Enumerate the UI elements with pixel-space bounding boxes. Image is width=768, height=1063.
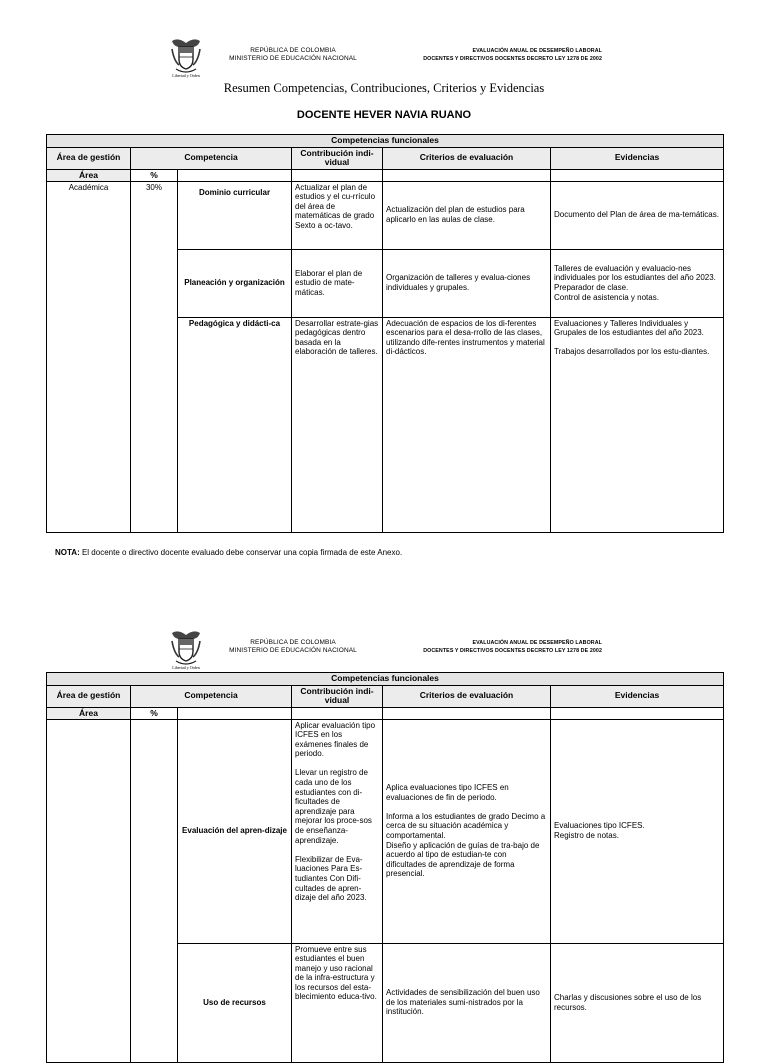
contribucion-cell — [292, 719, 383, 943]
docente-name: DOCENTE HEVER NAVIA RUANO — [296, 109, 472, 121]
subhead-area: Área — [47, 169, 131, 181]
page1-header — [0, 35, 768, 85]
subhead-pct: % — [131, 169, 178, 181]
evidencias-cell — [551, 317, 724, 532]
area-value: Académica — [47, 181, 131, 532]
criterios-cell — [383, 719, 551, 943]
evaluation-line-2: DOCENTES Y DIRECTIVOS DOCENTES DECRETO LEY 1278 DE 2002 — [423, 56, 602, 62]
note-text: El docente o directivo docente evaluado debe conservar una copia firmada de este Anexo. — [79, 548, 403, 557]
contribucion-line: Llevar un registro de cada uno de los estudiantes con di-ficultades de aprendizaje para mejorar los proce-sos de enseñanza-aprendizaje. — [295, 768, 372, 845]
republic-name: REPÚBLICA DE COLOMBIA — [250, 47, 336, 54]
seal-caption: Libertad y Orden — [172, 665, 200, 670]
evidencia-line: Talleres de evaluación y evaluacio-nes individuales por los estudiantes del año 2023. — [554, 263, 716, 283]
page2-header — [0, 627, 768, 677]
col-area-de-gestion: Área de gestión — [47, 147, 131, 169]
evidencias-cell — [551, 719, 724, 943]
competencias-table-page1 — [46, 134, 724, 533]
competencia-cell: Evaluación del apren-dizaje — [178, 719, 292, 943]
col-competencia: Competencia — [131, 685, 292, 707]
section-title: Competencias funcionales — [47, 135, 724, 148]
competencia-cell: Dominio curricular — [178, 181, 292, 249]
contribucion-cell: Desarrollar estrate-gias pedagógicas dentro basada en la elaboración de talleres. — [292, 317, 383, 532]
evaluation-heading — [380, 47, 602, 63]
contribucion-line: Flexibilizar de Eva-luaciones Para Es-tudiantes Con Difi-cultades de apren-dizaje del año 2023. — [295, 854, 367, 903]
evaluation-line-2: DOCENTES Y DIRECTIVOS DOCENTES DECRETO LEY 1278 DE 2002 — [423, 648, 602, 654]
contribucion-cell: Promueve entre sus estudiantes el buen manejo y uso racional de la infra-estructura y los recursos del esta-blecimiento educa-tivo. — [292, 943, 383, 1062]
republic-heading — [216, 47, 370, 63]
criterios-cell: Actualización del plan de estudios para aplicarlo en las aulas de clase. — [383, 181, 551, 249]
contribucion-cell: Actualizar el plan de estudios y el cu-rrículo del área de matemáticas de grado Sexto a oc-tavo. — [292, 181, 383, 249]
table-row — [47, 719, 724, 943]
pct-value: 30% — [131, 181, 178, 532]
table-row — [47, 181, 724, 249]
seal-caption: Libertad y Orden — [172, 73, 200, 78]
criterio-line: Aplica evaluaciones tipo ICFES en evaluaciones de fin de periodo. — [386, 783, 509, 802]
criterio-line: Informa a los estudiantes de grado Decimo a cerca de su situación académica y comportamental. — [386, 811, 546, 840]
evidencias-cell — [551, 249, 724, 317]
evidencia-line: Registro de notas. — [554, 831, 619, 840]
criterio-line: Diseño y aplicación de guías de tra-bajo de acuerdo al tipo de estudian-te con dificultades de aprendizaje de forma presencial. — [386, 840, 540, 879]
evaluation-heading — [380, 639, 602, 655]
evidencias-cell: Charlas y discusiones sobre el uso de los recursos. — [551, 943, 724, 1062]
competencia-cell: Uso de recursos — [178, 943, 292, 1062]
col-competencia: Competencia — [131, 147, 292, 169]
criterios-cell: Organización de talleres y evalua-ciones individuales y grupales. — [383, 249, 551, 317]
evaluation-line-1: EVALUACIÓN ANUAL DE DESEMPEÑO LABORAL — [472, 48, 602, 54]
contribucion-cell: Elaborar el plan de estudio de mate-máticas. — [292, 249, 383, 317]
republic-heading — [216, 639, 370, 655]
document-title: Resumen Competencias, Contribuciones, Criterios y Evidencias — [223, 81, 545, 95]
contribucion-line: Aplicar evaluación tipo ICFES en los exámenes finales de periodo. — [295, 720, 376, 759]
subhead-area: Área — [47, 707, 131, 719]
subhead-pct: % — [131, 707, 178, 719]
competencia-cell: Planeación y organización — [178, 249, 292, 317]
evidencia-line: Evaluaciones y Talleres Individuales y Grupales de los estudiantes del año 2023. — [554, 318, 704, 338]
col-contribucion: Contribución indi-vidual — [292, 685, 383, 707]
competencias-table-page2 — [46, 672, 724, 1063]
evidencia-line: Preparador de clase. — [554, 283, 629, 292]
criterios-cell: Adecuación de espacios de los di-ferentes escenarios para el desa-rrollo de las clases, utilizando dife-rentes instrumentos y material di-dácticos. — [383, 317, 551, 532]
col-criterios: Criterios de evaluación — [383, 685, 551, 707]
col-evidencias: Evidencias — [551, 147, 724, 169]
col-evidencias: Evidencias — [551, 685, 724, 707]
ministry-name: MINISTERIO DE EDUCACIÓN NACIONAL — [229, 55, 357, 62]
ministry-name: MINISTERIO DE EDUCACIÓN NACIONAL — [229, 647, 357, 654]
section-title: Competencias funcionales — [47, 673, 724, 686]
competencia-cell: Pedagógica y didácti-ca — [178, 317, 292, 532]
evidencia-line: Evaluaciones tipo ICFES. — [554, 821, 645, 831]
note — [55, 548, 402, 557]
col-contribucion: Contribución indi-vidual — [292, 147, 383, 169]
republic-name: REPÚBLICA DE COLOMBIA — [250, 639, 336, 646]
note-label: NOTA: — [55, 548, 80, 557]
evidencia-line: Control de asistencia y notas. — [554, 292, 659, 302]
col-area-de-gestion: Área de gestión — [47, 685, 131, 707]
evidencia-line: Trabajos desarrollados por los estu-diantes. — [554, 347, 710, 357]
evaluation-line-1: EVALUACIÓN ANUAL DE DESEMPEÑO LABORAL — [472, 640, 602, 646]
criterios-cell: Actividades de sensibilización del buen uso de los materiales sumi-nistrados por la institución. — [383, 943, 551, 1062]
col-criterios: Criterios de evaluación — [383, 147, 551, 169]
evidencias-cell: Documento del Plan de área de ma-temáticas. — [551, 181, 724, 249]
